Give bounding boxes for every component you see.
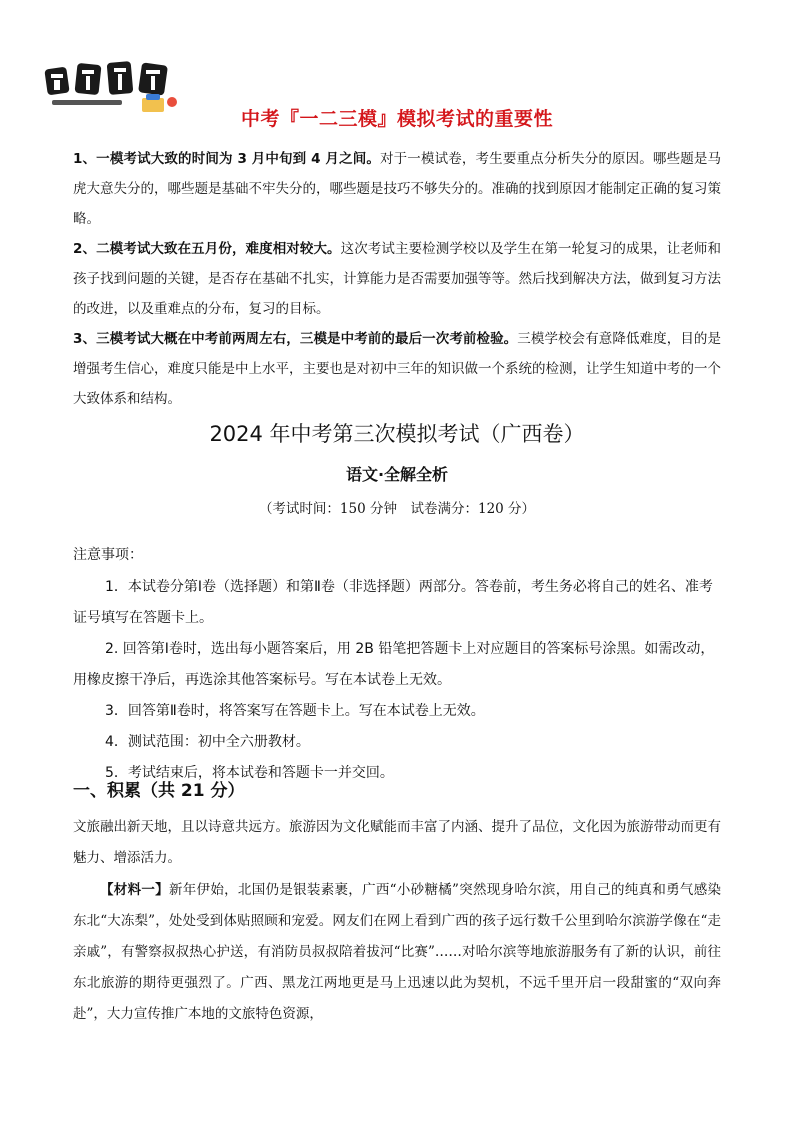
page-title: 中考『一二三模』模拟考试的重要性 — [240, 108, 553, 130]
notice-list — [73, 572, 721, 789]
logo-text: 备战中考 — [42, 122, 46, 123]
material-label: 【材料一】 — [100, 882, 169, 898]
notice-item: 5．考试结束后，将本试卷和答题卡一并交回。 — [105, 765, 394, 781]
notice-item: 4．测试范围：初中全六册教材。 — [105, 734, 310, 750]
notice-item: 3．回答第Ⅱ卷时，将答案写在答题卡上。写在本试卷上无效。 — [105, 703, 485, 719]
exam-title: 2024 年中考第三次模拟考试（广西卷） — [209, 422, 585, 446]
exam-subject: 语文·全解全析 — [345, 465, 449, 484]
section-heading: 一、积累（共 21 分） — [73, 781, 245, 801]
exam-time-info: （考试时间：150 分钟 试卷满分：120 分） — [258, 501, 536, 517]
material-text: 新年伊始，北国仍是银装素裹，广西“小砂糖橘”突然现身哈尔滨，用自己的纯真和勇气感染东北“大冻梨”，处处受到体贴照顾和宠爱。网友们在网上看到广西的孩子远行数千公里到哈尔滨游学像在“走亲戚”，有警察叔叔热心护送，有消防员叔叔陪着拔河“比赛”……对哈尔滨等地旅游服务有了新的认识，前往东北旅游的期待更强烈了。广西、黑龙江两地更是马上迅速以此为契机，不远千里开启一段甜蜜的“双向奔赴”，大力宣传推广本地的文旅特色资源， — [73, 882, 721, 1022]
intro-item: 3、三模考试大概在中考前两周左右，三模是中考前的最后一次考前检验。三模学校会有意降低难度，目的是增强考生信心，难度只能是中上水平，主要也是对初中三年的知识做一个系统的检测，让学生知道中考的一个大致体系和结构。 — [73, 331, 722, 407]
intro-paragraphs — [73, 144, 721, 414]
intro-item: 1、一模考试大致的时间为 3 月中旬到 4 月之间。对于一模试卷，考生要重点分析失分的原因。哪些题是马虎大意失分的，哪些题是基础不牢失分的，哪些题是技巧不够失分的。准确的找到原因才能制定正确的复习策略。 — [73, 151, 722, 227]
intro-item: 2、二模考试大致在五月份，难度相对较大。这次考试主要检测学校以及学生在第一轮复习的成果，让老师和孩子找到问题的关键，是否存在基础不扎实，计算能力是否需要加强等等。然后找到解决方法，做到复习方法的改进，以及重难点的分布，复习的目标。 — [73, 241, 721, 317]
notice-item: 2. 回答第Ⅰ卷时，选出每小题答案后，用 2B 铅笔把答题卡上对应题目的答案标号涂黑。如需改动，用橡皮擦干净后，再选涂其他答案标号。写在本试卷上无效。 — [73, 641, 715, 688]
section-lead: 文旅融出新天地，且以诗意共远方。旅游因为文化赋能而丰富了内涵、提升了品位，文化因为旅游带动而更有魅力、增添活力。 — [73, 819, 721, 866]
notice-item: 1．本试卷分第Ⅰ卷（选择题）和第Ⅱ卷（非选择题）两部分。答卷前，考生务必将自己的姓名、准考证号填写在答题卡上。 — [73, 579, 713, 626]
material-one — [73, 875, 721, 1030]
notice-title: 注意事项： — [73, 547, 143, 563]
